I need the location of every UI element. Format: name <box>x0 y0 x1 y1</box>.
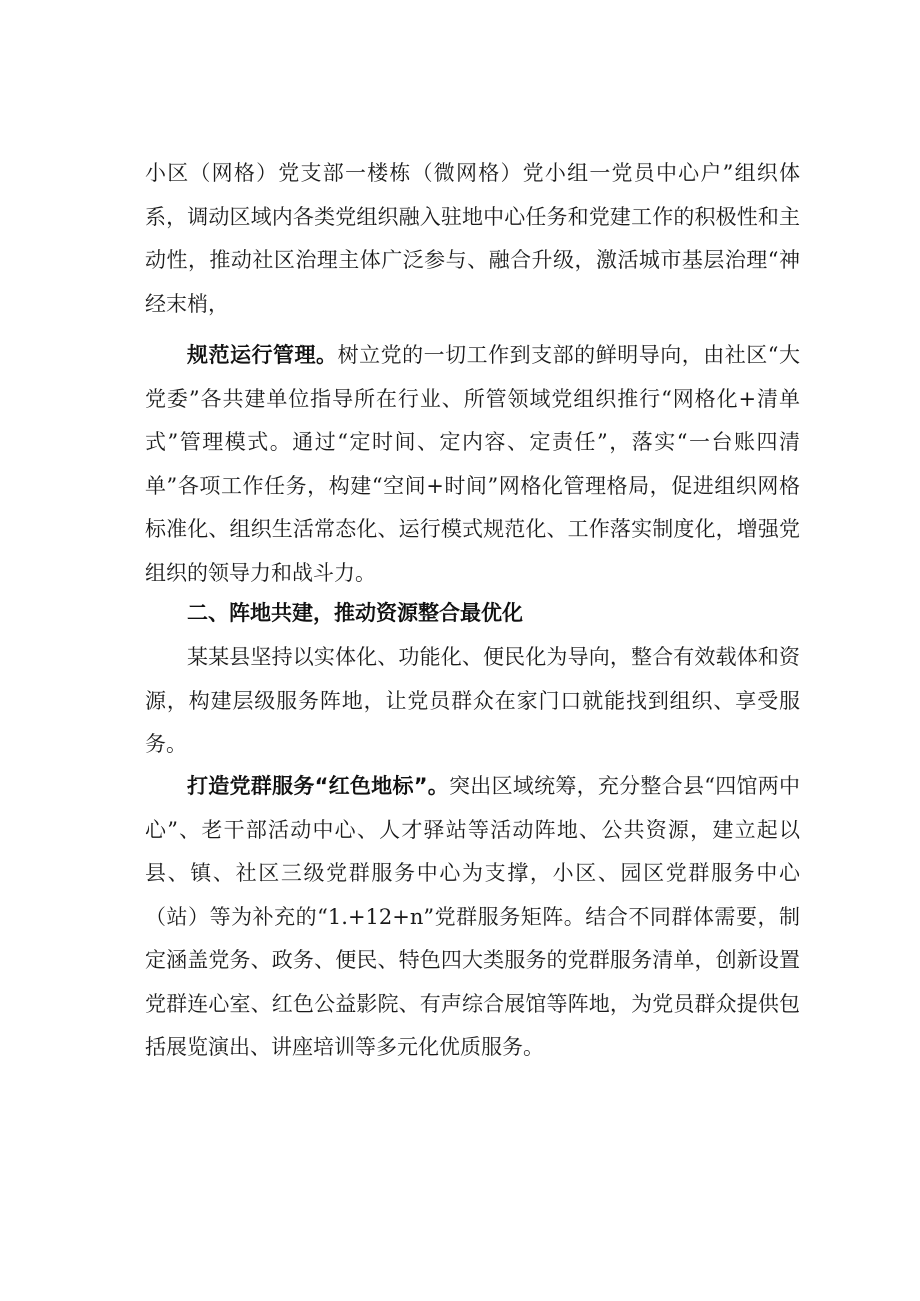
paragraph-text: 突出区域统筹，充分整合县“四馆两中心”、老干部活动中心、人才驿站等活动阵地、公共资源，建立起以县、镇、社区三级党群服务中心为支撑，小区、园区党群服务中心（站）等为补充的“1.+12+n”党群服务矩阵。结合不同群体需要，制定涵盖党务、政务、便民、特色四大类服务的党群服务清单，创新设置党群连心室、红色公益影院、有声综合展馆等阵地，为党员群众提供包括展览演出、讲座培训等多元化优质服务。 <box>145 774 801 1059</box>
section-heading-block <box>145 592 800 636</box>
paragraph-text: 树立党的一切工作到支部的鲜明导向，由社区“大党委”各共建单位指导所在行业、所管领域党组织推行“网格化+清单式”管理模式。通过“定时间、定内容、定责任”，落实“一台账四清单”各项工作任务，构建“空间+时间”网格化管理格局，促进组织网格标准化、组织生活常态化、运行模式规范化、工作落实制度化，增强党组织的领导力和战斗力。 <box>145 343 801 585</box>
paragraph-text: 小区（网格）党支部一楼栋（微网格）党小组一党员中心户”组织体系，调动区域内各类党组织融入驻地中心任务和党建工作的积极性和主动性，推动社区治理主体广泛参与、融合升级，激活城市基层治理“神经末梢， <box>145 161 800 316</box>
paragraph-lead-phrase: 规范运行管理。 <box>187 343 338 367</box>
paragraph-body <box>145 765 800 1070</box>
paragraph-lead-phrase: 打造党群服务“红色地标”。 <box>187 774 450 798</box>
paragraph-section-intro <box>145 636 800 767</box>
paragraph-text: 某某县坚持以实体化、功能化、便民化为导向，整合有效载体和资源，构建层级服务阵地，让党员群众在家门口就能找到组织、享受服务。 <box>145 645 800 756</box>
paragraph-standardized-operation <box>145 334 800 595</box>
paragraph-grid-organization-system <box>145 152 800 326</box>
paragraph-body <box>145 334 800 595</box>
paragraph-red-landmark <box>145 765 800 1070</box>
section-heading: 二、阵地共建，推动资源整合最优化 <box>187 601 523 625</box>
